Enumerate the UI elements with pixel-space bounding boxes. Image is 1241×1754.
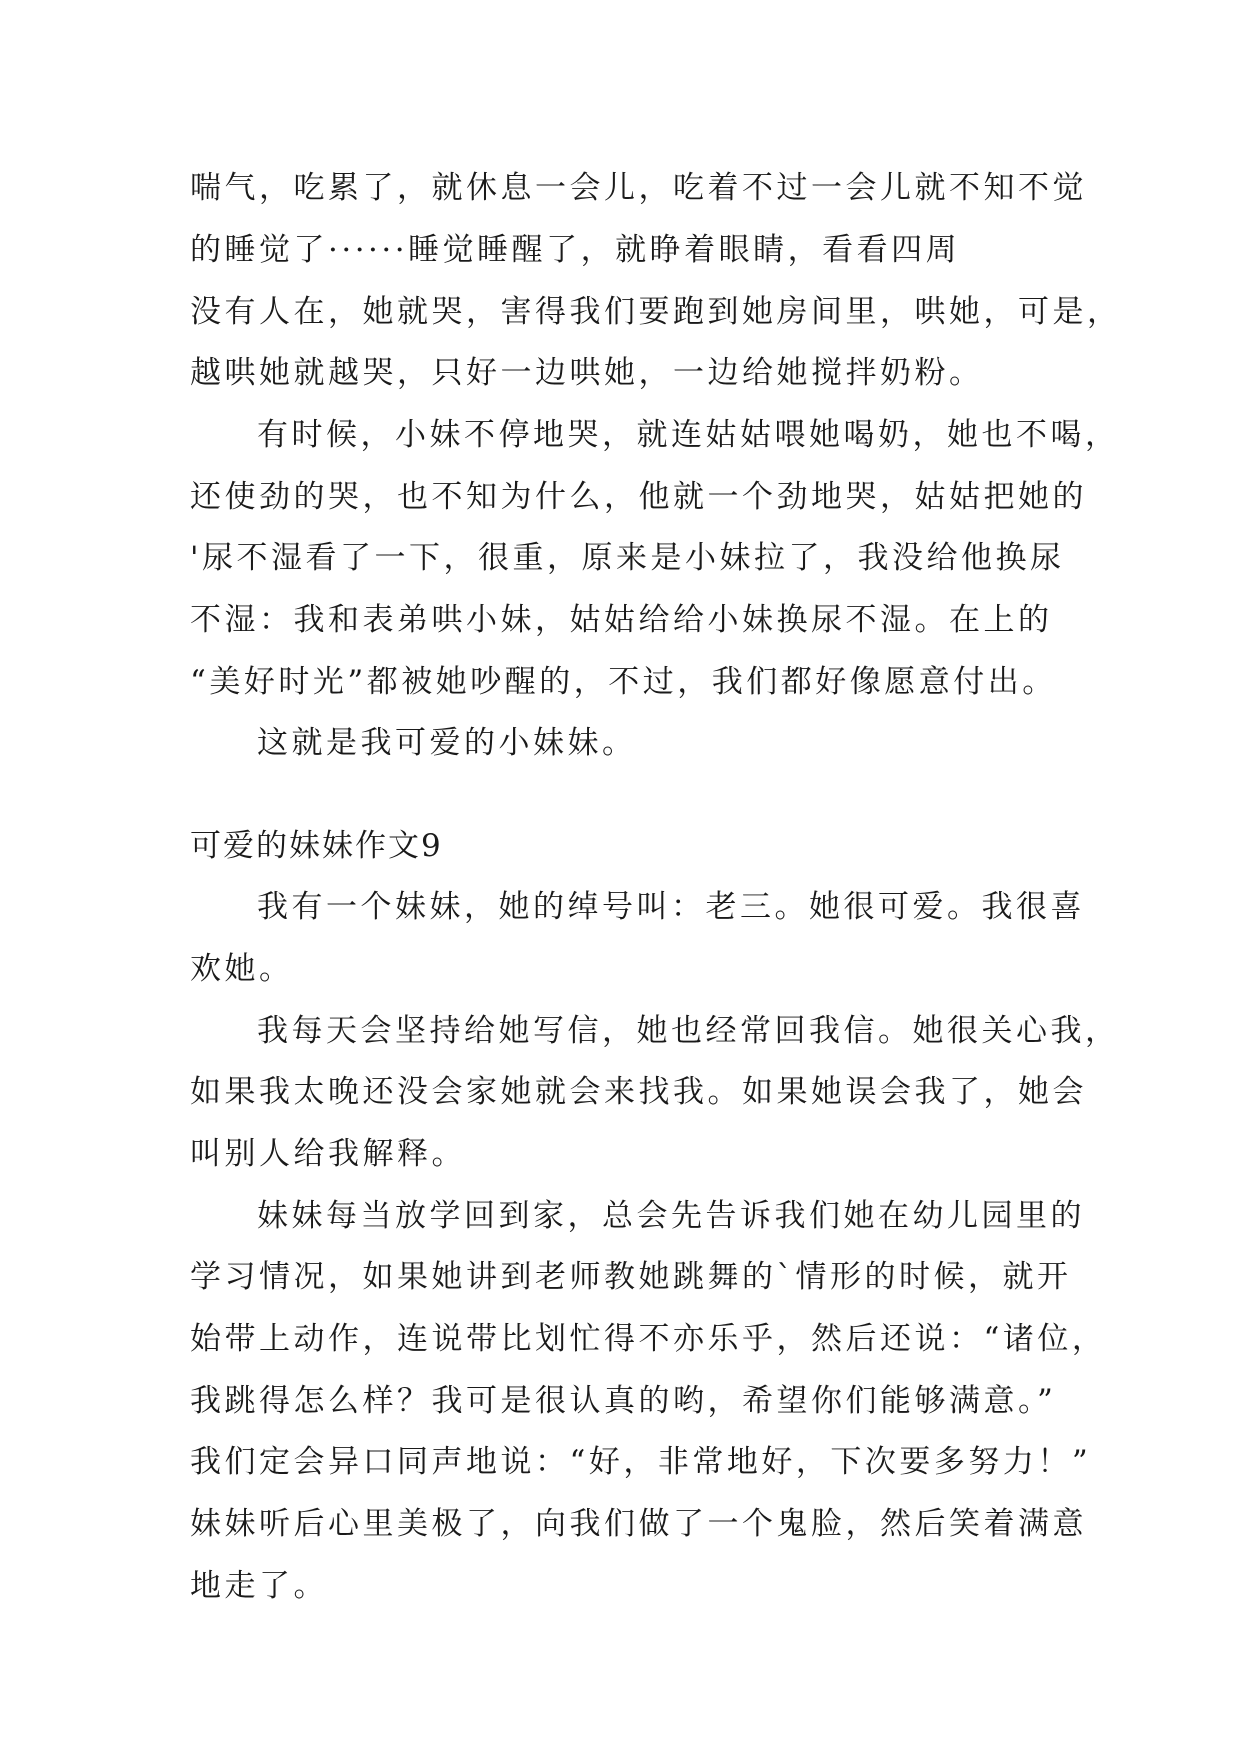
text-line: 没有人在，她就哭，害得我们要跑到她房间里，哄她，可是， xyxy=(190,294,1122,330)
text-line: '尿不湿看了一下，很重，原来是小妹拉了，我没给他换尿 xyxy=(190,540,1065,576)
text-line: 不湿：我和表弟哄小妹，姑姑给给小妹换尿不湿。在上的 xyxy=(190,602,1053,638)
text-line: 的睡觉了······睡觉睡醒了，就睁着眼睛，看看四周 xyxy=(190,232,961,268)
paragraph-start-line: 有时候，小妹不停地哭，就连姑姑喂她喝奶，她也不喝， xyxy=(257,417,1120,453)
text-line: 如果我太晚还没会家她就会来找我。如果她误会我了，她会 xyxy=(190,1074,1087,1110)
text-line: 叫别人给我解释。 xyxy=(190,1136,466,1172)
section-heading: 可爱的妹妹作文9 xyxy=(190,828,443,864)
text-line: 我跳得怎么样？我可是很认真的哟，希望你们能够满意。” xyxy=(190,1383,1057,1419)
text-line: “美好时光”都被她吵醒的，不过，我们都好像愿意付出。 xyxy=(190,664,1057,700)
text-line: 喘气，吃累了，就休息一会儿，吃着不过一会儿就不知不觉 xyxy=(190,170,1087,206)
text-line: 越哄她就越哭，只好一边哄她，一边给她搅拌奶粉。 xyxy=(190,355,984,391)
paragraph-start-line: 妹妹每当放学回到家，总会先告诉我们她在幼儿园里的 xyxy=(257,1198,1085,1234)
text-line: 欢她。 xyxy=(190,951,294,987)
text-line: 学习情况，如果她讲到老师教她跳舞的`情形的时候，就开 xyxy=(190,1259,1072,1295)
text-line: 妹妹听后心里美极了，向我们做了一个鬼脸，然后笑着满意 xyxy=(190,1506,1087,1542)
paragraph-start-line: 我有一个妹妹，她的绰号叫：老三。她很可爱。我很喜 xyxy=(257,889,1085,925)
paragraph-start-line: 这就是我可爱的小妹妹。 xyxy=(257,725,637,761)
text-line: 还使劲的哭，也不知为什么，他就一个劲地哭，姑姑把她的 xyxy=(190,479,1087,515)
text-line: 我们定会异口同声地说：“好，非常地好，下次要多努力！” xyxy=(190,1444,1092,1480)
text-line: 地走了。 xyxy=(190,1568,328,1604)
text-line: 始带上动作，连说带比划忙得不亦乐乎，然后还说：“诸位， xyxy=(190,1321,1107,1357)
paragraph-start-line: 我每天会坚持给她写信，她也经常回我信。她很关心我， xyxy=(257,1013,1120,1049)
